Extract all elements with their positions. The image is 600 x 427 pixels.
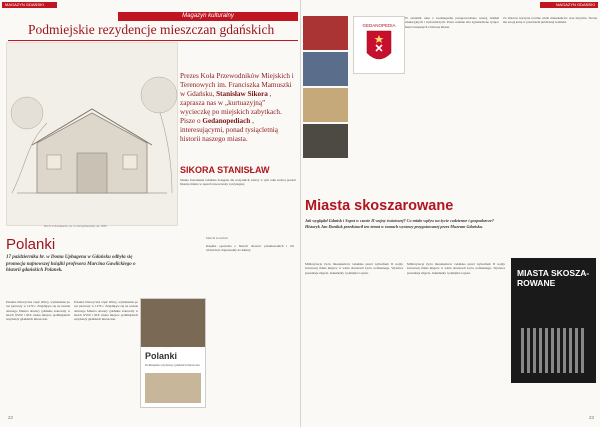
photo-4 xyxy=(303,124,348,158)
top-column-2: Ze zbiorów korzysta rocznie wielu mieszkańców oraz turystów. Strona ma swoją kartę w przestrzeni publicznej Gdańska. xyxy=(503,16,597,25)
coat-label: GEDANOPEDIA xyxy=(362,23,396,28)
book-title: Polanki xyxy=(145,351,178,361)
page-number: 22 xyxy=(8,415,14,420)
page-title: Podmiejskie rezydencje mieszczan gdańskich xyxy=(28,22,275,37)
top-column-1: W ostatnim roku z Gedanopedią przeprowadzono szereg działań edukacyjnych i wydawniczych. Przez ostatnie lata zgromadzono tysiące haseł związanych z historią miasta. xyxy=(405,16,499,29)
presentation-text xyxy=(180,72,296,144)
polanki-body-col1: Polanki, historyczna część Oliwy, wymieniana po raz pierwszy w 1279 r. Znajdujące się na terenie dawnego Miastra obszary gdańskie stanowiły w latach XVIII i XIX wieku miejsce podmiejskich rezydencji gdańskich mieszczan. xyxy=(6,300,70,322)
photo-strip xyxy=(303,16,348,156)
miasta-body-col1: Militaryzacja życia mieszkańców Gdańska przed wybuchem II wojny światowej miała miejsce w wielu obszarach życia codziennego. Wystawa prezentuje zdjęcia, dokumenty i pamiątki z epoki. xyxy=(305,262,403,275)
book-caption-author: Marcin Gawlicki xyxy=(206,236,228,240)
presentation-intro: Prezes Koła Przewodników Miejskich i Terenowych im. Franciszka Mamuszki w Gdańsku, xyxy=(180,72,294,98)
polanki-body-col2: Polanki, historyczna część Oliwy, wymieniana po raz pierwszy w 1279 r. Znajdujące się na terenie dawnego Miastra obszary gdańskie stanowiły w latach XVIII i XIX wieku miejsce podmiejskich rezydencji gdańskich mieszczan. xyxy=(74,300,138,322)
header-tag: MAGAZYN GDAŃSKI xyxy=(540,2,598,8)
book-caption-body: Książka opowiada o historii dworów polankowskich i ich właścicieli. Zapraszamy do lektury. xyxy=(206,244,294,253)
book-cover-photo xyxy=(141,299,205,347)
section-bar: Magazyn kulturalny xyxy=(118,12,298,21)
book-cover xyxy=(140,298,206,408)
presentation-end: , interesującymi, ponad tysiącletnią historii naszego miasta. xyxy=(180,117,278,143)
photo-2 xyxy=(303,52,348,86)
book-author: prof. Marcin Gawlicki xyxy=(145,346,172,350)
manor-sketch xyxy=(6,42,178,226)
title-underline xyxy=(8,40,298,41)
book-subtitle: Podmiejskie rezydencje gdańskich mieszczan xyxy=(145,363,200,367)
page-number: 23 xyxy=(588,415,594,420)
photo-3 xyxy=(303,88,348,122)
exhibition-poster xyxy=(511,258,596,383)
miasta-heading: Miasta skoszarowane xyxy=(305,198,454,214)
photo-1 xyxy=(303,16,348,50)
author-name: SIKORA STANISŁAW xyxy=(180,165,270,175)
presentation-mid: , zaprasza nas w „kurtuazyjną” wycieczkę po miejskich zabytkach. Pisze o xyxy=(180,90,282,125)
coat-of-arms xyxy=(353,16,405,74)
header-tag: MAGAZYN GDAŃSKI xyxy=(2,2,57,8)
polanki-lead: 17 października br. w Domu Uphagena w Gdańsku odbyła się promocja najnowszej książki profesora Marcina Gawlickiego o historii gdańskich Polanek. xyxy=(6,255,136,273)
presentation-author: Stanisław Sikora xyxy=(216,90,268,98)
sketch-caption: Dwór w Polankach, rys. G. Krzyżanowski, ok. 1830 xyxy=(44,224,107,228)
miasta-lead: Jak wyglądał Gdańsk i Sopot w czasie II wojny światowej? Co miało wpływ na życie codzienne i gospodarcze? Historyk Jan Daniluk przedstawił ten temat w ramach wystawy przygotowanej przez Muzeum Gdańska. xyxy=(305,218,494,229)
miasta-body-col2: Militaryzacja życia mieszkańców Gdańska przed wybuchem II wojny światowej miała miejsce w wielu obszarach życia codziennego. Wystawa prezentuje zdjęcia, dokumenty i pamiątki z epoki. xyxy=(407,262,505,275)
polanki-heading: Polanki xyxy=(6,236,56,253)
presentation-venues: Gedanopediach xyxy=(202,117,251,125)
sidebar-column: Sztuka zwiedzania Gdańska dostępna dla wszystkich, którzy w tym roku zechcą poznać historię miasta w sposób nowoczesny i przystępny. xyxy=(180,178,296,187)
poster-title: MIASTA SKOSZA-ROWANE xyxy=(517,268,590,288)
right-page xyxy=(300,0,600,427)
book-cover-image xyxy=(145,373,201,403)
